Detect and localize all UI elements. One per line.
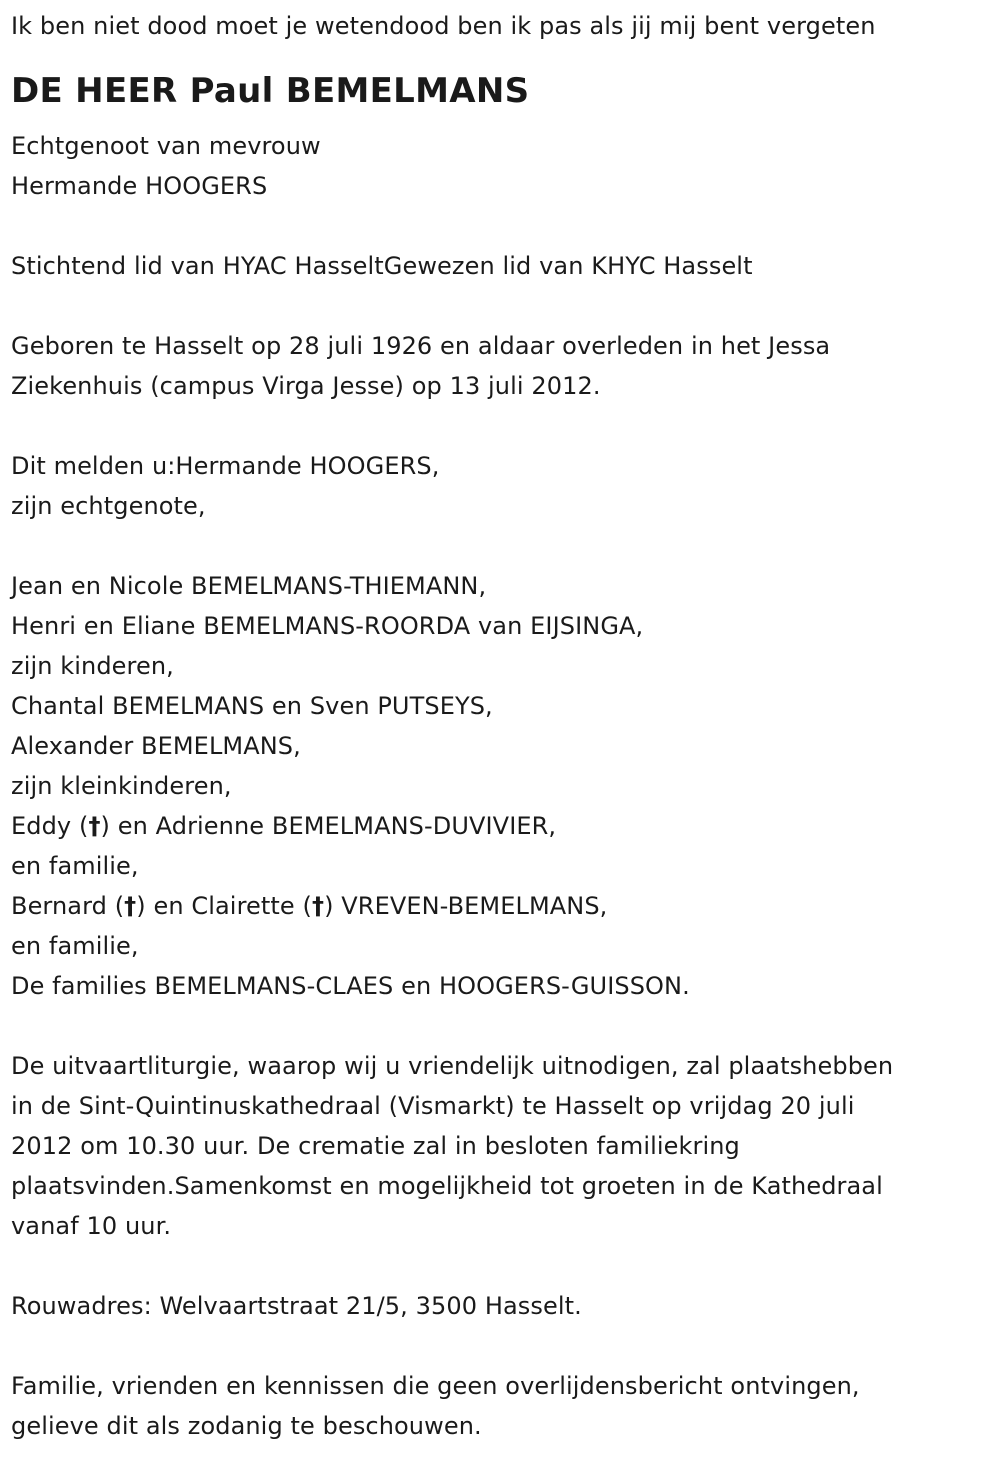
closing-line-2: gelieve dit als zodanig te beschouwen. bbox=[11, 1412, 482, 1440]
sibling-1-text-a: Eddy ( bbox=[11, 812, 89, 840]
grandchildren-line-2: Alexander BEMELMANS, bbox=[11, 732, 301, 760]
sibling-2-text-b: ) en Clairette ( bbox=[136, 892, 312, 920]
funeral-line-2: in de Sint-Quintinuskathedraal (Vismarkt) te Hasselt op vrijdag 20 juli bbox=[11, 1092, 855, 1120]
children-label: zijn kinderen, bbox=[11, 652, 174, 680]
cross-icon: † bbox=[88, 812, 101, 840]
family-label-1: en familie, bbox=[11, 852, 139, 880]
funeral-line-4: plaatsvinden.Samenkomst en mogelijkheid tot groeten in de Kathedraal bbox=[11, 1172, 883, 1200]
membership-line: Stichtend lid van HYAC HasseltGewezen lid van KHYC Hasselt bbox=[11, 252, 753, 280]
spacer bbox=[11, 286, 990, 326]
spouse-line-2: Hermande HOOGERS bbox=[11, 172, 268, 200]
spacer bbox=[11, 1246, 990, 1286]
birth-line-1: Geboren te Hasselt op 28 juli 1926 en aldaar overleden in het Jessa bbox=[11, 332, 831, 360]
mourning-address: Rouwadres: Welvaartstraat 21/5, 3500 Hasselt. bbox=[11, 1292, 582, 1320]
sibling-2-text-c: ) VREVEN-BEMELMANS, bbox=[324, 892, 608, 920]
grandchildren-label: zijn kleinkinderen, bbox=[11, 772, 232, 800]
announcers-line-2: zijn echtgenote, bbox=[11, 492, 206, 520]
motto: Ik ben niet dood moet je wetendood ben ik pas als jij mij bent vergeten bbox=[11, 12, 876, 40]
announcers-line-1: Dit melden u:Hermande HOOGERS, bbox=[11, 452, 440, 480]
spacer bbox=[11, 406, 990, 446]
children-line-1: Jean en Nicole BEMELMANS-THIEMANN, bbox=[11, 572, 487, 600]
sibling-2-text-a: Bernard ( bbox=[11, 892, 125, 920]
cross-icon: † bbox=[311, 892, 325, 920]
spacer bbox=[11, 526, 990, 566]
closing-line-1: Familie, vrienden en kennissen die geen overlijdensbericht ontvingen, bbox=[11, 1372, 860, 1400]
sibling-line-1 bbox=[11, 806, 990, 846]
spacer bbox=[11, 1006, 990, 1046]
deceased-name-title: DE HEER Paul BEMELMANS bbox=[11, 71, 530, 111]
cross-icon: † bbox=[124, 892, 137, 920]
funeral-line-5: vanaf 10 uur. bbox=[11, 1212, 172, 1240]
spacer bbox=[11, 1326, 990, 1366]
spouse-line-1: Echtgenoot van mevrouw bbox=[11, 132, 321, 160]
children-line-2: Henri en Eliane BEMELMANS-ROORDA van EIJSINGA, bbox=[11, 612, 644, 640]
family-label-2: en familie, bbox=[11, 932, 139, 960]
sibling-1-text-b: ) en Adrienne BEMELMANS-DUVIVIER, bbox=[100, 812, 557, 840]
spacer bbox=[11, 206, 990, 246]
birth-line-2: Ziekenhuis (campus Virga Jesse) op 13 juli 2012. bbox=[11, 372, 601, 400]
sibling-line-2 bbox=[11, 886, 990, 926]
funeral-line-3: 2012 om 10.30 uur. De crematie zal in besloten familiekring bbox=[11, 1132, 740, 1160]
families-line: De families BEMELMANS-CLAES en HOOGERS-GUISSON. bbox=[11, 972, 690, 1000]
grandchildren-line-1: Chantal BEMELMANS en Sven PUTSEYS, bbox=[11, 692, 493, 720]
funeral-line-1: De uitvaartliturgie, waarop wij u vriendelijk uitnodigen, zal plaatshebben bbox=[11, 1052, 894, 1080]
